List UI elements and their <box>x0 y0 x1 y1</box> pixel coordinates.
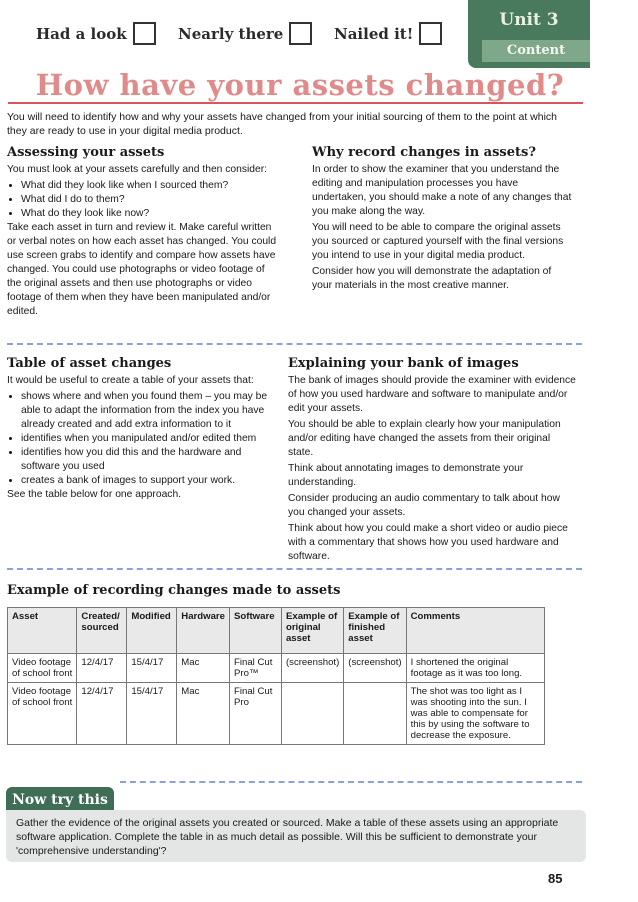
table-header-row <box>8 608 545 654</box>
table-cell: 12/4/17 <box>77 683 127 745</box>
table-cell <box>281 683 343 745</box>
list-item: • What did I do to them? <box>21 193 279 207</box>
bank-images-paragraph: Think about how you could make a short video or audio piece with a commentary that shows how you used hardware and software. <box>288 523 568 562</box>
table-cell <box>344 683 406 745</box>
column-header: Example of finished asset <box>344 608 406 654</box>
table-row <box>8 683 545 745</box>
now-try-this-label: Now try this <box>6 787 114 813</box>
had-a-look-checkbox[interactable] <box>133 22 156 45</box>
table-row <box>8 654 545 683</box>
column-header: Example of original asset <box>281 608 343 654</box>
list-item: • What do they look like now? <box>21 207 279 221</box>
table-cell: Final Cut Pro <box>230 683 282 745</box>
column-header: Comments <box>406 608 544 654</box>
table-cell: 15/4/17 <box>127 683 177 745</box>
now-try-this-text: Gather the evidence of the original assets you created or sourced. Make a table of these assets using an appropriate software application. Complete the table in as much detail as possible. Will this be sufficient to demonstrate your 'comprehensive understanding'? <box>16 817 559 857</box>
had-a-look-label: Had a look <box>36 24 127 43</box>
page-number: 85 <box>548 871 563 886</box>
list-item: • identifies when you manipulated and/or edited them <box>21 432 279 446</box>
assessing-heading: Assessing your assets <box>7 145 165 160</box>
nailed-it-checkbox[interactable] <box>419 22 442 45</box>
why-record-paragraph: In order to show the examiner that you understand the editing and manipulation processes you have undertaken, you should make a note of any changes that you make along the way. <box>312 164 572 217</box>
assessing-paragraph: Take each asset in turn and review it. Make careful written or verbal notes on how each asset has changed. You could use screen grabs to identify and compare how assets have changed. You could use photographs or video footage of the original assets and then use photographs or video footage of them when they have been manipulated and/or edited. <box>7 222 277 317</box>
bank-images-paragraph: Think about annotating images to demonstrate your understanding. <box>288 463 524 488</box>
table-cell: Video footage of school front <box>8 683 77 745</box>
bank-images-paragraph: You should be able to explain clearly how your manipulation and/or editing have changed the assets from their original state. <box>288 419 561 458</box>
table-cell: Mac <box>177 654 230 683</box>
unit-label: Unit 3 <box>499 10 559 30</box>
table-cell: (screenshot) <box>281 654 343 683</box>
progress-nailed-it <box>334 22 442 45</box>
list-item: • creates a bank of images to support your work. <box>21 474 279 488</box>
section-divider <box>7 568 582 570</box>
table-cell: Video footage of school front <box>8 654 77 683</box>
table-cell: 15/4/17 <box>127 654 177 683</box>
list-item: • What did they look like when I sourced them? <box>21 179 279 193</box>
bank-images-section <box>288 356 576 566</box>
page-title: How have your assets changed? <box>35 68 565 102</box>
table-changes-heading: Table of asset changes <box>7 356 172 371</box>
section-label: Content <box>482 40 590 62</box>
section-divider <box>7 343 582 345</box>
progress-nearly-there <box>178 22 312 45</box>
column-header: Asset <box>8 608 77 654</box>
table-cell: Mac <box>177 683 230 745</box>
intro-text: You will need to identify how and why your assets have changed from your initial sourcing of them to the point at which they are ready to use in your digital media product. <box>7 111 558 137</box>
why-record-paragraph: You will need to be able to compare the original assets you sourced or captured yourself with the final versions you intend to use in your digital media product. <box>312 222 564 261</box>
nearly-there-checkbox[interactable] <box>289 22 312 45</box>
progress-had-a-look <box>36 22 156 45</box>
why-record-section <box>312 145 574 295</box>
assessing-section <box>7 145 279 321</box>
bank-images-heading: Explaining your bank of images <box>288 356 519 371</box>
asset-changes-table <box>7 607 545 745</box>
table-cell: I shortened the original footage as it was too long. <box>406 654 544 683</box>
column-header: Software <box>230 608 282 654</box>
example-heading: Example of recording changes made to assets <box>7 583 341 598</box>
table-cell: Final Cut Pro™ <box>230 654 282 683</box>
bank-images-paragraph: Consider producing an audio commentary to talk about how you changed your assets. <box>288 493 560 518</box>
column-header: Hardware <box>177 608 230 654</box>
why-record-paragraph: Consider how you will demonstrate the adaptation of your materials in the most creative manner. <box>312 266 552 291</box>
nearly-there-label: Nearly there <box>178 24 284 43</box>
unit-tab <box>468 0 590 68</box>
table-changes-list <box>7 390 279 488</box>
table-cell: (screenshot) <box>344 654 406 683</box>
column-header: Created/ sourced <box>77 608 127 654</box>
table-changes-closing: See the table below for one approach. <box>7 489 182 500</box>
why-record-heading: Why record changes in assets? <box>312 145 536 160</box>
column-header: Modified <box>127 608 177 654</box>
table-changes-section <box>7 356 279 504</box>
table-cell: The shot was too light as I was shooting into the sun. I was able to compensate for this by using the software to decrease the exposure. <box>406 683 544 745</box>
bank-images-paragraph: The bank of images should provide the examiner with evidence of how you used hardware and software to manipulate and/or edit your assets. <box>288 375 576 414</box>
assessing-lead: You must look at your assets carefully and then consider: <box>7 164 268 175</box>
list-item: • identifies how you did this and the hardware and software you used <box>21 446 279 474</box>
table-cell: 12/4/17 <box>77 654 127 683</box>
nailed-it-label: Nailed it! <box>334 24 414 43</box>
assessing-list <box>7 179 279 221</box>
table-changes-lead: It would be useful to create a table of your assets that: <box>7 375 254 386</box>
section-divider <box>120 781 582 783</box>
title-rule <box>8 102 583 104</box>
list-item: • shows where and when you found them – you may be able to adapt the information from the index you have already created and add extra information to it <box>21 390 279 432</box>
